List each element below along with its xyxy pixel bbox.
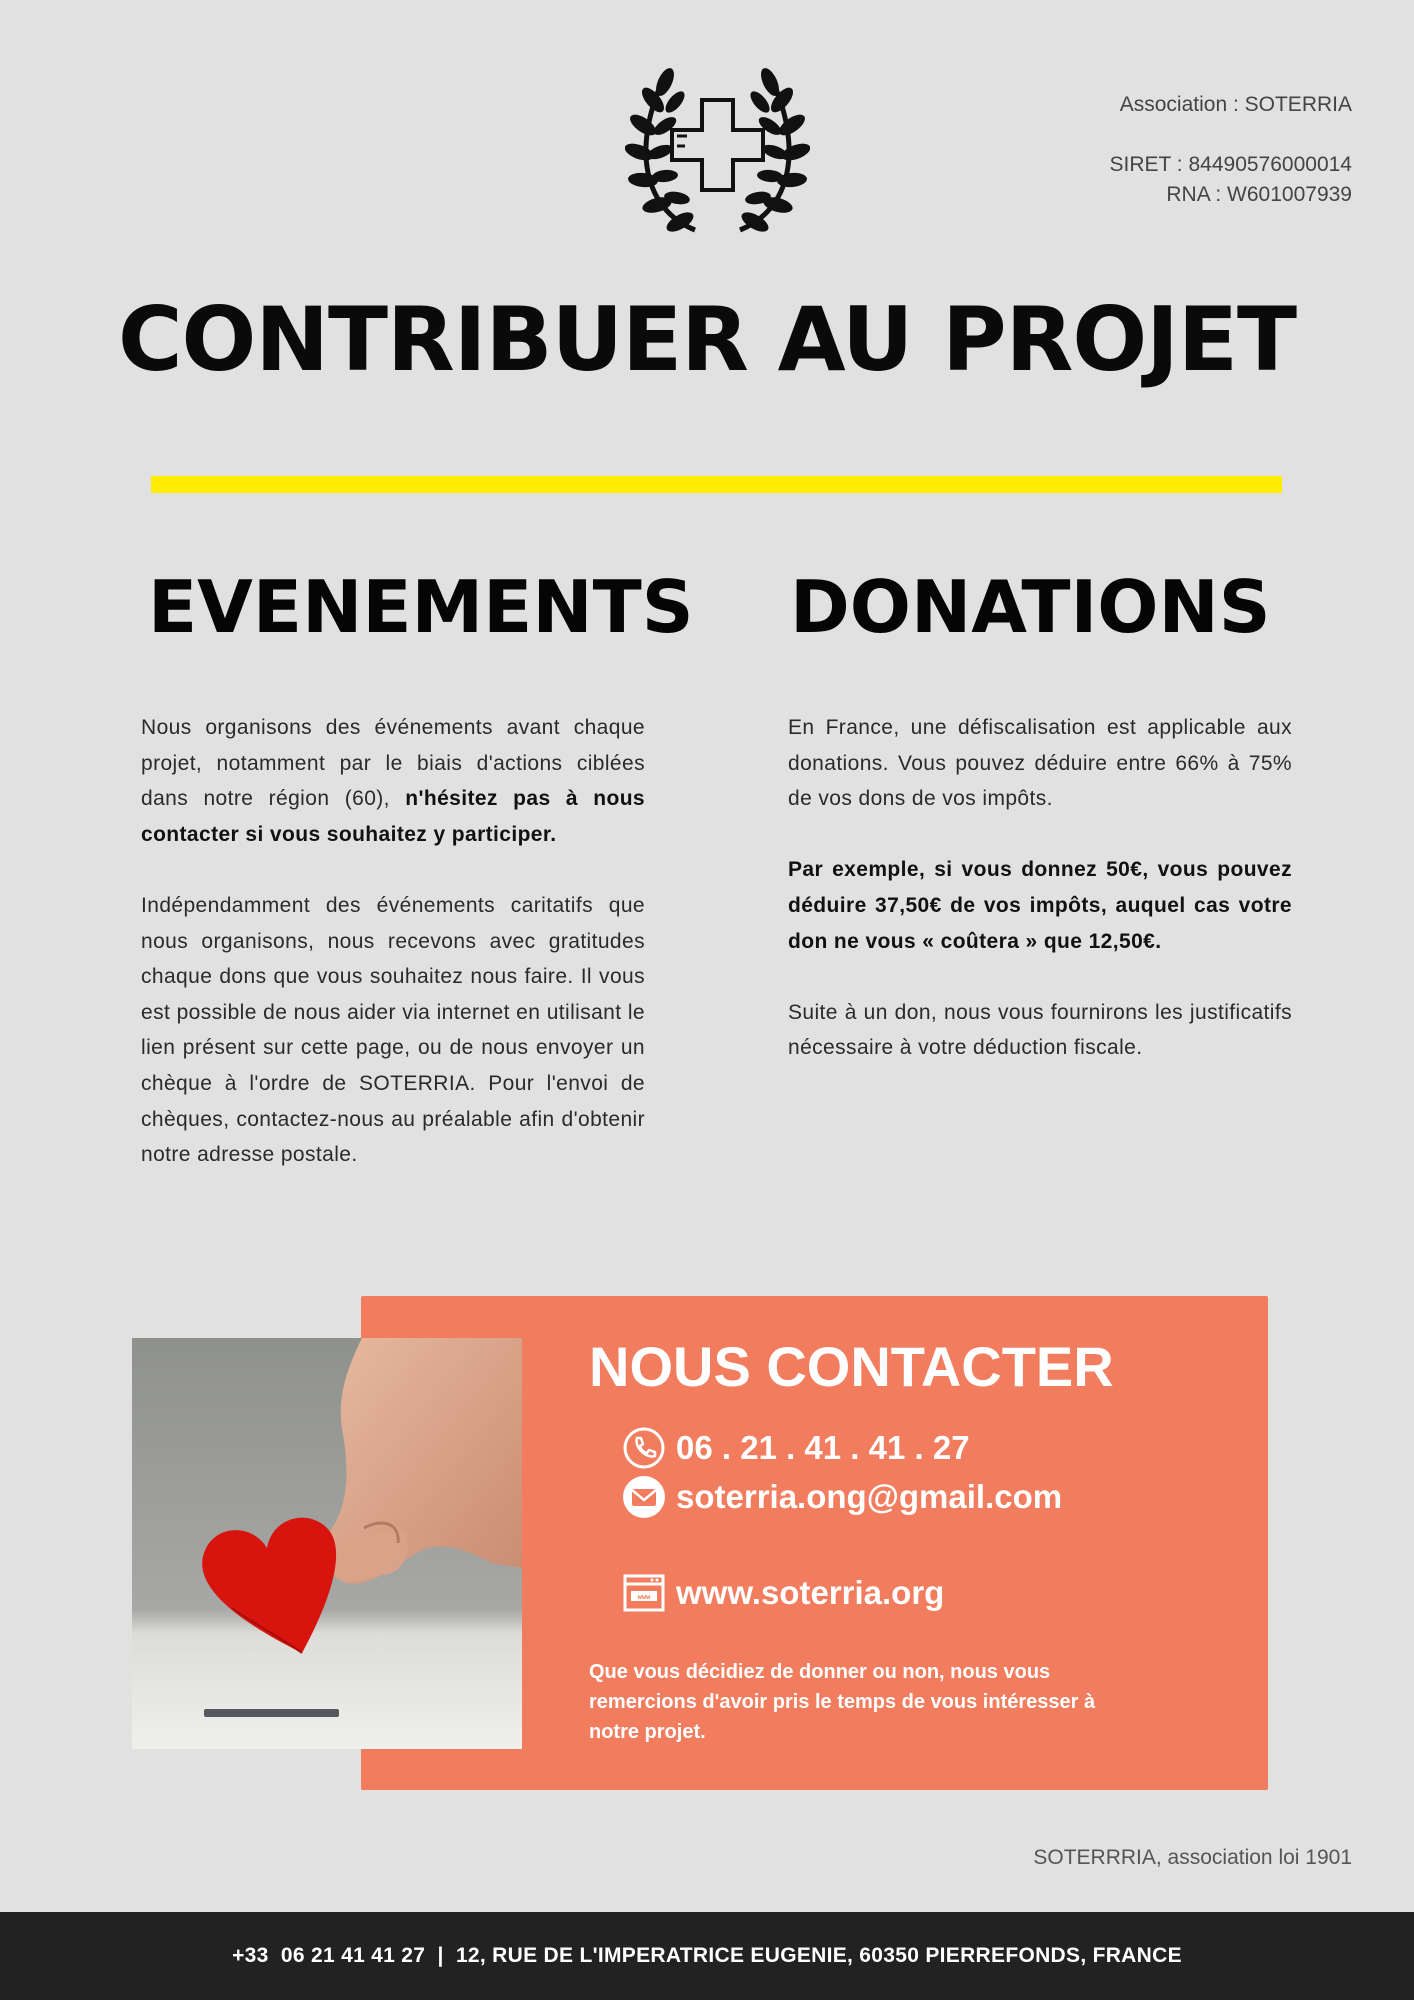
events-cta: n'hésitez pas à nous contacter si vous souhaitez y participer. xyxy=(141,787,645,846)
website-link[interactable]: www.soterria.org xyxy=(676,1574,945,1611)
organization-info xyxy=(1110,90,1352,210)
web-icon xyxy=(622,1571,666,1615)
rna-number: RNA : W601007939 xyxy=(1166,183,1352,206)
phone-icon xyxy=(622,1426,666,1470)
footer-note: SOTERRRIA, association loi 1901 xyxy=(1033,1846,1352,1869)
email-address[interactable]: soterria.ong@gmail.com xyxy=(676,1478,1063,1515)
donations-paragraph-2: Par exemple, si vous donnez 50€, vous pouvez déduire 37,50€ de vos impôts, auquel cas votre don ne vous « coûtera » que 12,50€. xyxy=(788,858,1292,953)
donations-text xyxy=(788,710,1292,1102)
events-heading: EVENEMENTS xyxy=(148,565,694,649)
phone-line[interactable] xyxy=(622,1426,970,1470)
events-text xyxy=(141,710,645,1208)
donations-paragraph-3: Suite à un don, nous vous fournirons les justificatifs nécessaire à votre déduction fiscale. xyxy=(788,1000,1292,1060)
mail-icon xyxy=(622,1475,666,1519)
laurel-cross-icon xyxy=(625,60,810,240)
footer-address: +33 06 21 41 41 27 | 12, RUE DE L'IMPERATRICE EUGENIE, 60350 PIERREFONDS, FRANCE xyxy=(232,1944,1182,1967)
page-title: CONTRIBUER AU PROJET xyxy=(117,288,1297,391)
events-paragraph-1: Nous organisons des événements avant chaque projet, notamment par le biais d'actions ciblées dans notre région (60), n'hésitez pas à nous contacter si vous souhaitez y participer. xyxy=(141,716,645,846)
events-paragraph-2: Indépendamment des événements caritatifs que nous organisons, nous recevons avec gratitudes chaque dons que vous souhaitez nous faire. Il vous est possible de nous aider via internet en utilisant le lien présent sur cette page, ou de nous envoyer un chèque à l'ordre de SOTERRIA. Pour l'envoi de chèques, contactez-nous au préalable afin d'obtenir notre adresse postale. xyxy=(141,893,645,1167)
svg-text:www: www xyxy=(637,1593,651,1601)
accent-divider xyxy=(151,476,1282,493)
donations-paragraph-1: En France, une défiscalisation est applicable aux donations. Vous pouvez déduire entre 66% à 75% de vos dons de vos impôts. xyxy=(788,716,1292,811)
email-line[interactable] xyxy=(622,1475,1062,1519)
heart-donation-photo xyxy=(132,1338,522,1749)
donations-heading: DONATIONS xyxy=(790,565,1271,649)
phone-number[interactable]: 06 . 21 . 41 . 41 . 27 xyxy=(676,1429,970,1466)
thank-you-message: Que vous décidiez de donner ou non, nous vous remercions d'avoir pris le temps de vous intéresser à notre projet. xyxy=(589,1661,1096,1743)
footer-bar xyxy=(0,1912,1414,2000)
association-name: Association : SOTERRIA xyxy=(1119,93,1352,116)
website-line[interactable] xyxy=(622,1571,944,1615)
siret-number: SIRET : 84490576000014 xyxy=(1109,153,1352,176)
contact-heading: NOUS CONTACTER xyxy=(589,1335,1114,1398)
